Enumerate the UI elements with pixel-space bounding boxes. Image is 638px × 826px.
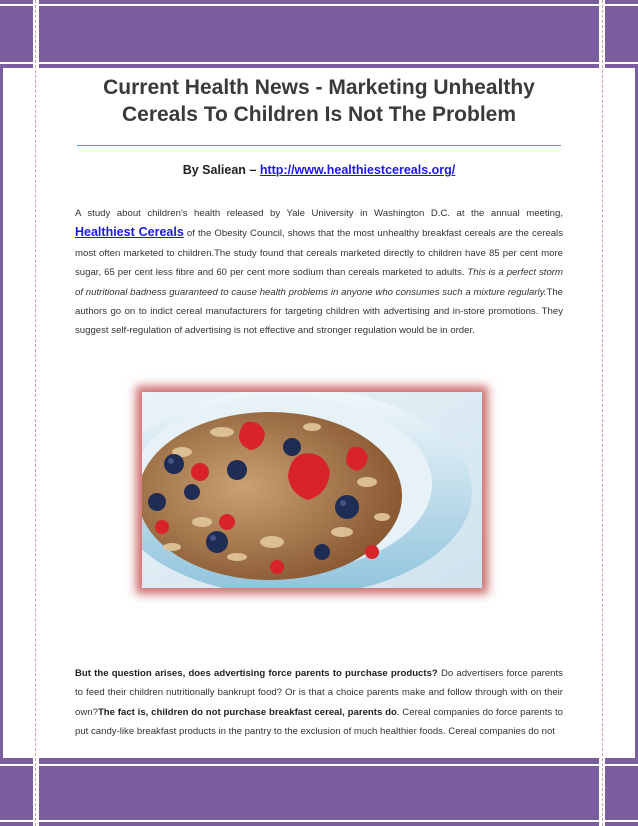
paragraph-1-italic: This is a perfect storm of nutritional badness guaranteed to cause health problems in anyone who consumes such a mixture regularly. — [75, 267, 563, 298]
paragraph-2-bold: But the question arises, does advertising force parents to purchase products? — [75, 668, 438, 679]
left-frame-gap — [33, 0, 39, 826]
top-decorative-band — [0, 0, 638, 68]
paragraph-1-text: A study about children's health released by Yale University in Washington D.C. at the annual meeting, — [75, 208, 563, 219]
paragraph-2-text: Do advertisers force parents to feed their children nutritionally bankrupt food? Or is that a choice parents make and follow through with on their own? — [75, 668, 563, 718]
bottom-stripe — [0, 764, 638, 766]
title-line-1: Current Health News - Marketing Unhealthy — [103, 76, 535, 99]
paragraph-2-bold: The fact is, children do not purchase breakfast cereal, parents do — [97, 706, 397, 718]
paragraph-1-text: The authors go on to indict cereal manufacturers for targeting children with advertising and in-store promotions. They suggest self-regulation of advertising is not effective and stronger regulation would be in order. — [75, 286, 563, 337]
byline-author: By Saliean – — [182, 163, 260, 177]
byline-link[interactable]: http://www.healthiestcereals.org/ — [259, 163, 456, 177]
title-divider — [77, 145, 561, 146]
cereal-bowl-illustration — [142, 392, 482, 588]
healthiest-cereals-link[interactable]: Healthiest Cereals — [75, 225, 184, 240]
right-dashed-border — [602, 0, 603, 826]
top-stripe — [0, 4, 638, 6]
paragraph-1 — [75, 204, 563, 341]
title-line-2: Cereals To Children Is Not The Problem — [121, 103, 517, 126]
paragraph-2-text: . Cereal companies do force parents to put candy-like breakfast products in the pantry to the exclusion of much healthier foods. Cereal companies do not — [75, 706, 563, 738]
left-dashed-border — [35, 0, 36, 826]
paragraph-2 — [75, 664, 563, 742]
paragraph-1-text: of the Obesity Council, shows that the most unhealthy breakfast cereals are the cereals most often marketed to children.The study found that cereals marketed directly to children have 85 per cent more sugar, 65 per cent less fibre and 60 per cent more sodium than cereals marketed to adults. — [75, 228, 563, 279]
cereal-photo — [142, 392, 482, 588]
top-stripe — [0, 62, 638, 64]
left-edge-column — [0, 68, 3, 758]
byline — [40, 163, 598, 177]
bottom-decorative-band — [0, 758, 638, 826]
bottom-stripe — [0, 820, 638, 822]
page-title — [40, 74, 598, 128]
